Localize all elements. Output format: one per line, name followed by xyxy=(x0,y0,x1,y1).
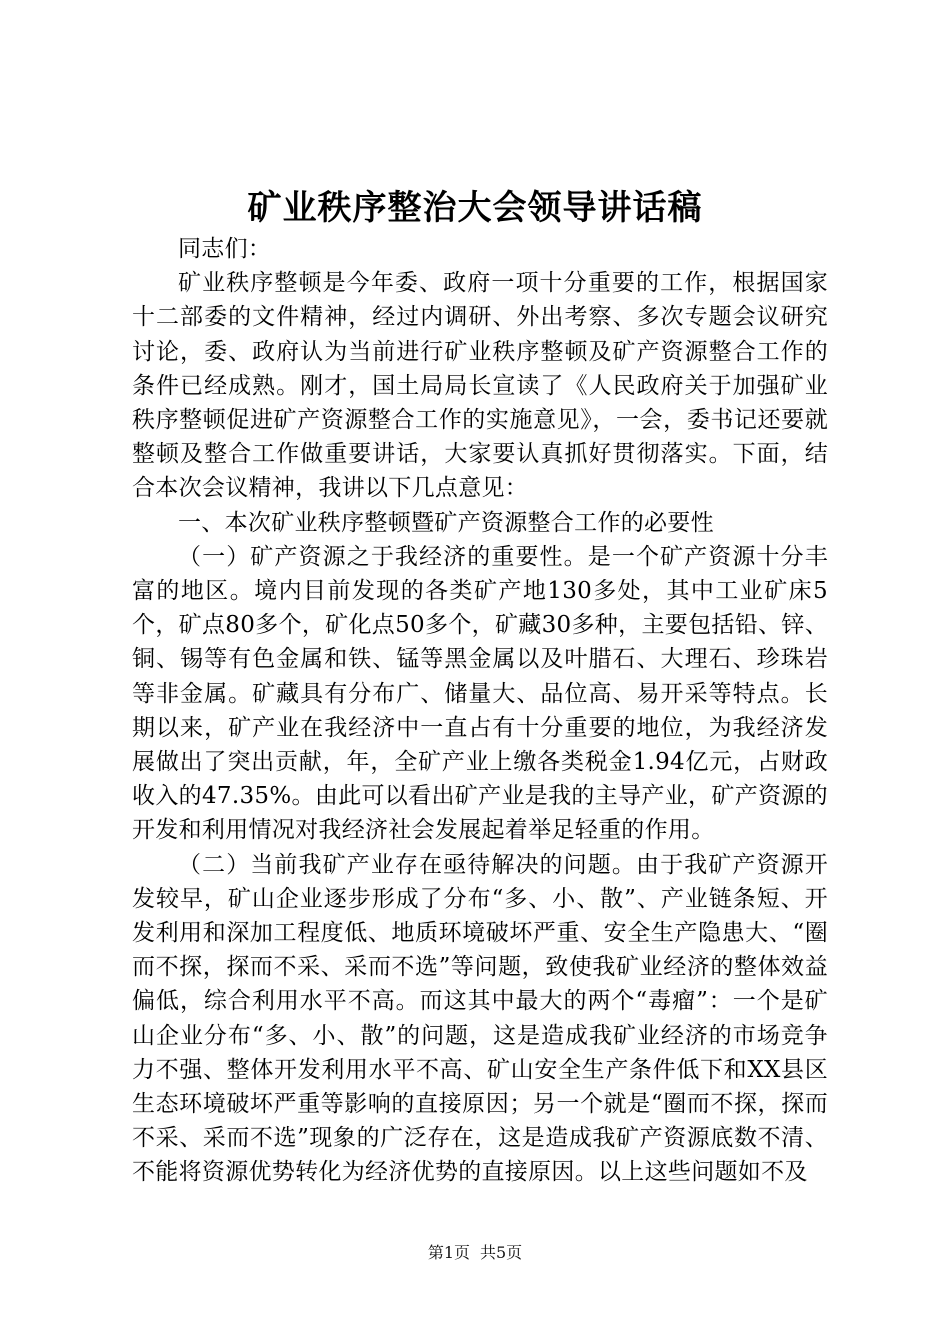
page-number-total: 共5页 xyxy=(480,1243,523,1262)
intro-paragraph: 矿业秩序整顿是今年委、政府一项十分重要的工作，根据国家十二部委的文件精神，经过内调研、外出考察、多次专题会议研究讨论，委、政府认为当前进行矿业秩序整顿及矿产资源整合工作的条件已经成熟。刚才，国土局局长宣读了《人民政府关于加强矿业秩序整顿促进矿产资源整合工作的实施意见》，一会，委书记还要就整顿及整合工作做重要讲话，大家要认真抓好贯彻落实。下面，结合本次会议精神，我讲以下几点意见： xyxy=(132,270,828,502)
document-body xyxy=(132,232,828,1190)
document-title: 矿业秩序整治大会领导讲话稿 xyxy=(247,188,703,228)
salutation-paragraph: 同志们： xyxy=(178,236,272,262)
subsection-2-paragraph: （二）当前我矿产业存在亟待解决的问题。由于我矿产资源开发较早，矿山企业逐步形成了分布“多、小、散”、产业链条短、开发利用和深加工程度低、地质环境破坏严重、安全生产隐患大、“圈而不探，探而不采、采而不选”等问题，致使我矿业经济的整体效益偏低，综合利用水平不高。而这其中最大的两个“毒瘤”：一个是矿山企业分布“多、小、散”的问题，这是造成我矿业经济的市场竞争力不强、整体开发利用水平不高、矿山安全生产条件低下和XX县区生态环境破坏严重等影响的直接原因；另一个就是“圈而不探，探而不采、采而不选”现象的广泛存在，这是造成我矿产资源底数不清、不能将资源优势转化为经济优势的直接原因。以上这些问题如不及 xyxy=(132,851,828,1186)
section-heading: 一、本次矿业秩序整顿暨矿产资源整合工作的必要性 xyxy=(178,509,714,536)
page-footer xyxy=(0,1242,950,1264)
subsection-1-paragraph: （一）矿产资源之于我经济的重要性。是一个矿产资源十分丰富的地区。境内目前发现的各类矿产地130多处，其中工业矿床5个，矿点80多个，矿化点50多个，矿藏30多种，主要包括铅、锌、铜、锡等有色金属和铁、锰等黑金属以及叶腊石、大理石、珍珠岩等非金属。矿藏具有分布广、储量大、品位高、易开采等特点。长期以来，矿产业在我经济中一直占有十分重要的地位，为我经济发展做出了突出贡献，年，全矿产业上缴各类税金1.94亿元，占财政收入的47.35%。由此可以看出矿产业是我的主导产业，矿产资源的开发和利用情况对我经济社会发展起着举足轻重的作用。 xyxy=(132,543,828,844)
page-number-current: 第1页 xyxy=(427,1243,470,1262)
